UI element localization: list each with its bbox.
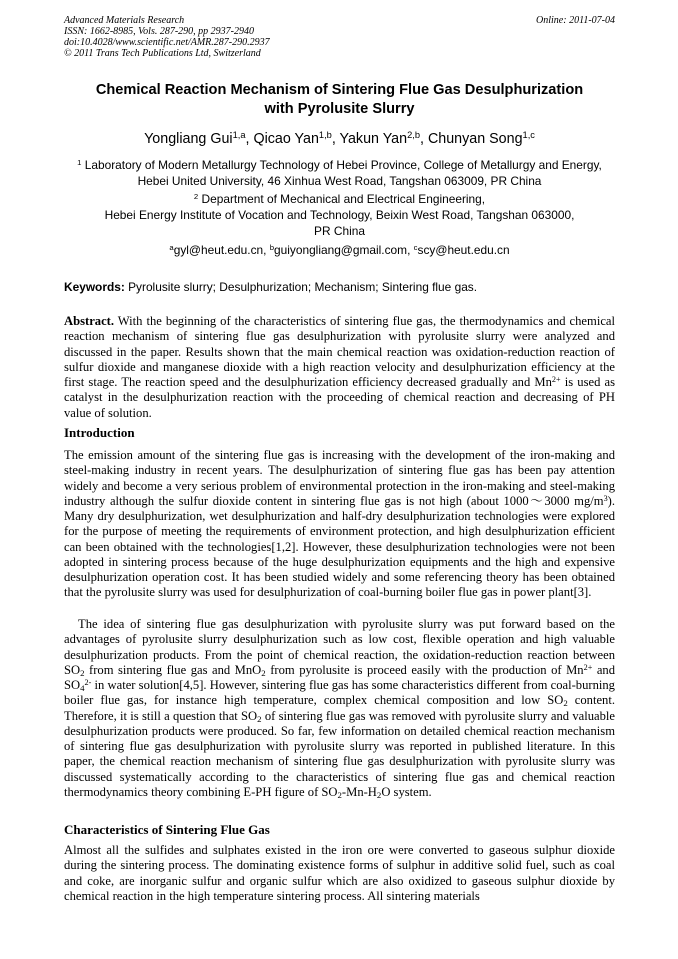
paragraph-text: from sintering flue gas and MnO (89, 662, 262, 677)
running-header (64, 15, 615, 59)
paragraph-text: O system. (381, 784, 432, 799)
author-list (64, 130, 615, 148)
abstract-text: With the beginning of the characteristics of sintering flue gas, the thermodynamics and chemical reaction mechanism of sintering flue gas desulphurization with pyrolusite slurry were analyzed and discussed in the paper. Results shown that the main chemical reaction was oxidation-reduction reaction of sulfur dioxide and manganese dioxide with a high reaction velocity and desulphurization efficiency at the first stage. The reaction speed and the desulphurization efficiency decreased gradually and Mn (64, 314, 615, 389)
subscript: 2 (376, 789, 382, 800)
superscript: 2+ (583, 662, 593, 672)
keywords-label: Keywords: (64, 280, 125, 294)
affiliation-mark: 1 (77, 158, 82, 168)
paper-title (64, 81, 615, 119)
affiliation-mark: 2 (193, 192, 199, 202)
author-affiliation-mark: 1,c (522, 130, 535, 141)
email-address[interactable]: guiyongliang@gmail.com (274, 243, 408, 257)
paragraph-text: ). Many dry desulphurization, wet desulphurization and half-dry desulphurization technologies were explored for the purpose of meeting the requirements of environment protection, and high desulphurization efficient can been obtained with the technologies[1,2]. However, these desulphurization technologies were not been adopted in sintering process because of the huge desulphurization equipments and the high and expensive desulphurization operation cost. It has been studied widely and some referencing theory has been obtained that the pyrolusite slurry was used for desulphurization of coal-burning boiler flue gas in power plant[3]. (64, 493, 615, 600)
subscript: 2 (261, 667, 266, 678)
subscript: 2 (563, 698, 568, 709)
author-affiliation-mark: 2,b (407, 130, 420, 141)
abstract-label: Abstract. (64, 314, 115, 328)
abstract (64, 314, 615, 421)
affiliation-1 (64, 157, 615, 189)
author-separator: , (331, 131, 340, 147)
online-date: Online: 2011-07-04 (536, 15, 615, 26)
journal-name: Advanced Materials Research (64, 15, 185, 26)
issn-line: ISSN: 1662-8985, Vols. 287-290, pp 2937-2940 (64, 26, 254, 37)
paragraph-text: from pyrolusite is proceed easily with the production of Mn (270, 662, 584, 677)
paragraph-text: of sintering flue gas was removed with pyrolusite slurry and valuable desulphurization products were produced. So far, few information on detailed chemical reaction mechanism of sintering flue gas desulphurization with pyrolusite slurry was reported in published literature. In this paper, the chemical reaction mechanism of sintering flue gas desulphurization with pyrolusite slurry was discussed systematically according to the characteristics of sintering flue gas and chemical reaction thermodynamics theory combining E-PH figure of SO (64, 708, 615, 799)
subscript: 2 (257, 713, 262, 724)
author-name: Qicao Yan (253, 131, 319, 147)
author-name: Yakun Yan (339, 131, 408, 147)
email-mark: a (169, 243, 174, 253)
superscript: 2- (84, 677, 92, 687)
title-line-1: Chemical Reaction Mechanism of Sintering Flue Gas Desulphurization (95, 82, 584, 98)
abstract-text: is used as catalyst in the desulphurization reaction with the proceeding of chemical reaction and decreasing of PH value of solution. (64, 375, 615, 420)
paragraph-text: The idea of sintering flue gas desulphurization with pyrolusite slurry was put forward based on the advantages of pyrolusite slurry desulphurization such as low cost, flexible operation and high valuable desulphurization products. From the point of chemical reaction, the oxidation-reduction reaction between SO (64, 617, 615, 677)
body-paragraph (64, 448, 615, 601)
body-paragraph: Almost all the sulfides and sulphates existed in the iron ore were converted to gaseous sulphur dioxide during the sintering process. The dominating existence forms of sulphur in additive solid fuel, such as coal and coke, are inorganic sulfur and organic sulfur which are also oxidized to gaseous sulphur dioxide by chemical reaction in the high temperature sintering process. All sintering materials (64, 843, 615, 903)
doi-line: doi:10.4028/www.scientific.net/AMR.287-290.2937 (64, 37, 270, 48)
author-name: Chunyan Song (427, 131, 523, 147)
subscript: 2 (80, 667, 85, 678)
section-heading-introduction: Introduction (64, 425, 135, 440)
email-mark: c (413, 243, 418, 253)
superscript: 2+ (551, 374, 561, 384)
subscript: 4 (80, 683, 85, 694)
affiliation-1-line-1: Laboratory of Modern Metallurgy Technology of Hebei Province, College of Metallurgy and Energy, (84, 158, 602, 172)
affiliation-2-line-1: Department of Mechanical and Electrical Engineering, (201, 192, 486, 206)
author-separator: , (245, 131, 254, 147)
section-heading-characteristics: Characteristics of Sintering Flue Gas (64, 822, 270, 837)
superscript: 3 (603, 493, 608, 503)
paragraph-text: in water solution[4,5]. However, sintering flue gas has some characteristics different from coal-burning boiler flue gas, for instance high temperature, complex chemical composition and low SO (64, 678, 615, 708)
paragraph-text: -Mn-H (341, 784, 377, 799)
author-affiliation-mark: 1,b (318, 130, 332, 141)
author-name: Yongliang Gui (144, 131, 233, 147)
title-line-2: with Pyrolusite Slurry (264, 101, 415, 117)
keywords-text: Pyrolusite slurry; Desulphurization; Mechanism; Sintering flue gas. (128, 280, 478, 294)
affiliation-2-line-2: Hebei Energy Institute of Vocation and Technology, Beixin West Road, Tangshan 063000, (104, 208, 575, 222)
paragraph-text: The emission amount of the sintering flue gas is increasing with the development of the iron-making and steel-making industry in recent years. The desulphurization of sintering flue gas has been pay attention widely and become a very serious problem of environmental protection in the iron-making and steel-making industry although the sulfur dioxide content in sintering flue gas is not high (about 1000～3000 mg/m (64, 448, 615, 508)
email-list: $^a$gyl@heut.edu.cn, $^b$guiyongliang@gmail.com, $^c$scy@heut.edu.cn (169, 243, 510, 257)
subscript: 2 (337, 789, 342, 800)
paragraph-text: and SO (64, 662, 616, 692)
copyright-line: © 2011 Trans Tech Publications Ltd, Switzerland (64, 48, 261, 59)
paragraph-text: content. Therefore, it is still a question that SO (64, 693, 615, 723)
email-address[interactable]: gyl@heut.edu.cn (173, 243, 264, 257)
affiliation-2 (64, 191, 615, 239)
email-address[interactable]: scy@heut.edu.cn (417, 243, 510, 257)
email-mark: b (269, 243, 275, 253)
author-separator: , (419, 131, 428, 147)
affiliation-1-line-2: Hebei United University, 46 Xinhua West Road, Tangshan 063009, PR China (137, 174, 542, 188)
body-paragraph (64, 617, 615, 800)
affiliation-2-line-3: PR China (314, 224, 365, 238)
keywords (64, 279, 615, 295)
author-affiliation-mark: 1,a (232, 130, 246, 141)
